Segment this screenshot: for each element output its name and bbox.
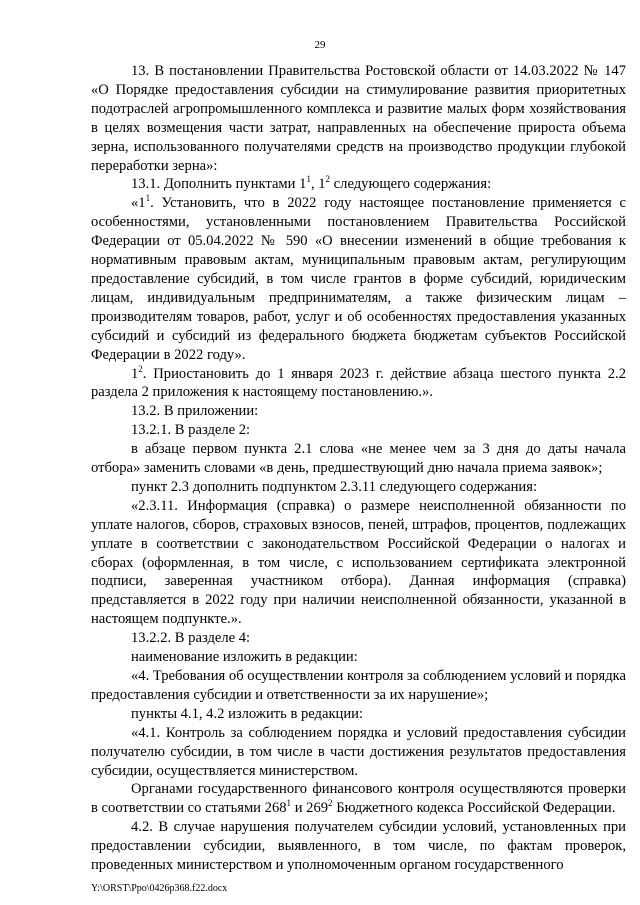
text-segment: , 1 xyxy=(310,176,326,193)
paragraph-13-2: 13.2. В приложении: xyxy=(131,403,259,420)
text-segment: следующего содержания: xyxy=(330,176,492,193)
text-segment: . Приостановить до 1 января 2023 г. действие абзаца шестого пункта 2.2 раздела 2 приложения к настоящему постановлению.». xyxy=(91,365,626,401)
text-segment: 13.1. Дополнить пунктами 1 xyxy=(131,176,307,193)
paragraph-4-2: 4.2. В случае нарушения получателем субсидии условий, установленных при предоставлении субсидии, выявленного, в том числе, по фактам проверок, проведенных министерством и уполномоченным органом государственного xyxy=(91,819,626,874)
superscript: 2 xyxy=(138,363,143,374)
superscript: 2 xyxy=(325,174,331,185)
paragraph-13-2-1: 13.2.1. В разделе 2: xyxy=(131,422,251,439)
paragraph-audit xyxy=(91,780,626,818)
paragraph-section-4-title: «4. Требования об осуществлении контроля за соблюдением условий и порядка предоставления субсидии и ответственности за их нарушение»; xyxy=(91,668,626,703)
superscript: 1 xyxy=(286,798,292,809)
footer-file-path: Y:\ORST\Ppo\0426p368.f22.docx xyxy=(91,883,228,894)
paragraph-point-1-2 xyxy=(91,365,626,403)
paragraph-13-intro: 13. В постановлении Правительства Ростовской области от 14.03.2022 № 147 «О Порядке предоставления субсидии на стимулирование развития приоритетных подотраслей агропромышленного комплекса и развитие малых форм хозяйствования в целях возмещения части затрат, направленных на обеспечение прироста объема зерна, использованного получателями средств на производство продукции глубокой переработки зерна»: xyxy=(91,63,626,174)
text-segment: Бюджетного кодекса Российской Федерации. xyxy=(332,800,616,817)
text-segment: Органами государственного финансового контроля осуществляются проверки в соответствии со статьями 268 xyxy=(91,781,626,817)
text-segment: . Установить, что в 2022 году настоящее постановление применяется с особенностями, установленными постановлением Правительства Российской Федерации от 05.04.2022 № 590 «О внесении изменений в общие требования к нормативным правовым актам, муниципальным правовым актам, регулирующим предоставление субсидий, в том числе грантов в форме субсидий, юридическим лицам, индивидуальным предпринимателям, а также физическим лицам – производителям товаров, работ, услуг и об особенностях предоставления указанных субсидий и субсидий из федерального бюджета бюджетам субъектов Российской Федерации в 2022 году». xyxy=(91,195,626,363)
text-segment: 1 xyxy=(131,365,139,382)
superscript: 2 xyxy=(328,798,333,809)
page-number: 29 xyxy=(314,39,326,51)
paragraph-point-1-1 xyxy=(91,194,626,364)
paragraph-2-1-amend: в абзаце первом пункта 2.1 слова «не менее чем за 3 дня до даты начала отбора» заменить словами «в день, предшествующий дню начала приема заявок»; xyxy=(91,441,626,477)
paragraph-4-1-4-2-amend: пункты 4.1, 4.2 изложить в редакции: xyxy=(131,705,364,722)
paragraph-13-1 xyxy=(91,175,626,194)
superscript: 1 xyxy=(306,174,311,185)
paragraph-2-3-add: пункт 2.3 дополнить подпунктом 2.3.11 следующего содержания: xyxy=(131,478,538,495)
superscript: 1 xyxy=(145,193,151,204)
paragraph-2-3-11: «2.3.11. Информация (справка) о размере неисполненной обязанности по уплате налогов, сборов, страховых взносов, пеней, штрафов, процентов, подлежащих уплате в соответствии с законодательством Российской Федерации о налогах и сборах (оформленная, в том числе, с использованием сертификата электронной подписи, заверенная участником отбора). Данная информация (справка) представляется в 2022 году при наличии неисполненной обязанности, указанной в настоящем подпункте.». xyxy=(91,497,626,628)
paragraph-4-1: «4.1. Контроль за соблюдением порядка и условий предоставления субсидии получателю субсидии, в том числе в части достижения результатов предоставления субсидии, осуществляется министерством. xyxy=(91,724,626,779)
paragraph-title-amend: наименование изложить в редакции: xyxy=(131,649,358,666)
document-body xyxy=(91,62,626,875)
text-segment: и 269 xyxy=(291,800,329,817)
text-segment: «1 xyxy=(131,195,146,212)
paragraph-13-2-2: 13.2.2. В разделе 4: xyxy=(131,630,251,647)
